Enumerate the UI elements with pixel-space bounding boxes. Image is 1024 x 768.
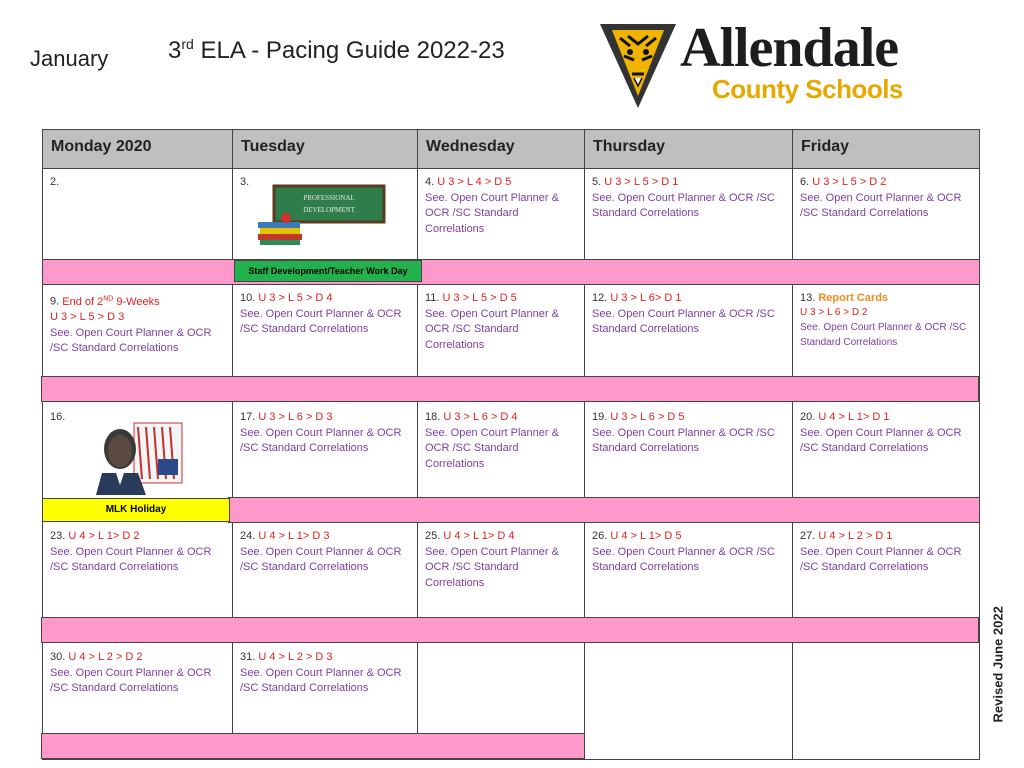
day-cell-9: 9. End of 2ND 9-Weeks U 3 > L 5 > D 3 See. Open Court Planner & OCR /SC Standard Correlations xyxy=(50,295,212,355)
professional-development-image xyxy=(256,184,386,246)
day-cell-23: 23. U 4 > L 1> D 2 See. Open Court Planner & OCR /SC Standard Correlations xyxy=(50,530,212,573)
day-header-friday: Friday xyxy=(792,129,980,169)
week3-band xyxy=(228,497,980,523)
staff-development-tag: Staff Development/Teacher Work Day xyxy=(234,260,422,282)
week1-band xyxy=(42,259,980,285)
day-cell-3: 3. PROFESSIONAL DEVELOPMENT xyxy=(232,170,417,260)
day-cell-30: 30. U 4 > L 2 > D 2 See. Open Court Planner & OCR /SC Standard Correlations xyxy=(50,651,212,694)
day-cell-10: 10. U 3 > L 5 > D 4 See. Open Court Planner & OCR /SC Standard Correlations xyxy=(240,292,402,335)
logo-subtitle: County Schools xyxy=(712,74,903,104)
month-label: January xyxy=(30,46,109,71)
day-cell-11: 11. U 3 > L 5 > D 5 See. Open Court Planner & OCR /SC Standard Correlations xyxy=(425,292,559,351)
grid-line xyxy=(792,168,793,760)
day-cell-20: 20. U 4 > L 1> D 1 See. Open Court Planner & OCR /SC Standard Correlations xyxy=(800,411,962,454)
day-cell-6: 6. U 3 > L 5 > D 2 See. Open Court Planner & OCR /SC Standard Correlations xyxy=(800,176,962,219)
grid-line xyxy=(584,168,585,760)
day-cell-27: 27. U 4 > L 2 > D 1 See. Open Court Planner & OCR /SC Standard Correlations xyxy=(800,530,962,573)
week5-band xyxy=(41,733,585,759)
mlk-holiday-tag: MLK Holiday xyxy=(42,498,230,522)
week2-band xyxy=(41,376,979,402)
day-cell-13: 13. Report Cards U 3 > L 6 > D 2 See. Open Court Planner & OCR /SC Standard Correlations xyxy=(800,292,967,348)
mlk-portrait-image xyxy=(90,419,186,495)
day-cell-5: 5. U 3 > L 5 > D 1 See. Open Court Planner & OCR /SC Standard Correlations xyxy=(592,176,775,219)
day-cell-31: 31. U 4 > L 2 > D 3 See. Open Court Planner & OCR /SC Standard Correlations xyxy=(240,651,402,694)
tiger-mascot-icon xyxy=(598,16,678,112)
day-cell-4: 4. U 3 > L 4 > D 5 See. Open Court Planner & OCR /SC Standard Correlations xyxy=(425,176,559,235)
day-cell-16: 16. xyxy=(42,405,232,497)
svg-text:DEVELOPMENT: DEVELOPMENT xyxy=(303,206,355,214)
day-header-wednesday: Wednesday xyxy=(417,129,585,169)
svg-text:PROFESSIONAL: PROFESSIONAL xyxy=(303,194,355,202)
day-cell-19: 19. U 3 > L 6 > D 5 See. Open Court Planner & OCR /SC Standard Correlations xyxy=(592,411,775,454)
grid-line xyxy=(42,759,980,760)
day-cell-25: 25. U 4 > L 1> D 4 See. Open Court Planner & OCR /SC Standard Correlations xyxy=(425,530,559,589)
revised-note: Revised June 2022 xyxy=(990,606,1006,723)
day-cell-12: 12. U 3 > L 6> D 1 See. Open Court Planner & OCR /SC Standard Correlations xyxy=(592,292,775,335)
grid-line xyxy=(979,168,980,760)
day-cell-18: 18. U 3 > L 6 > D 4 See. Open Court Planner & OCR /SC Standard Correlations xyxy=(425,411,559,470)
week4-band xyxy=(41,617,979,643)
day-header-thursday: Thursday xyxy=(584,129,793,169)
logo-name: Allendale xyxy=(680,17,899,79)
day-cell-24: 24. U 4 > L 1> D 3 See. Open Court Planner & OCR /SC Standard Correlations xyxy=(240,530,402,573)
day-header-monday: Monday 2020 xyxy=(42,129,233,169)
day-cell-2: 2. xyxy=(50,176,60,188)
day-header-tuesday: Tuesday xyxy=(232,129,418,169)
page-title: 3rd ELA - Pacing Guide 2022-23 xyxy=(168,36,505,64)
day-cell-26: 26. U 4 > L 1> D 5 See. Open Court Planner & OCR /SC Standard Correlations xyxy=(592,530,775,573)
day-cell-17: 17. U 3 > L 6 > D 3 See. Open Court Planner & OCR /SC Standard Correlations xyxy=(240,411,402,454)
